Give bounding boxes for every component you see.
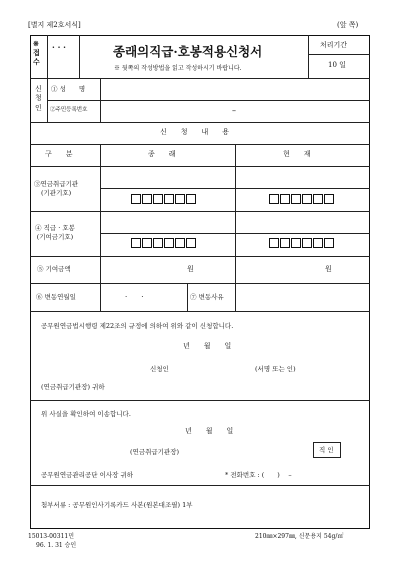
col-category: 구 분 [45,150,73,158]
change-date-label: ⑥ 변동연월일 [36,293,76,301]
confirmation-addressee: 공무원연금관리공단 이사장 귀하 [41,471,134,479]
receipt-label: ※ 접 수 [33,39,40,66]
agency-head-label: (연금취급기관장) [130,448,180,456]
declaration-text: 공무원연금법시행령 제22조의 규정에 의하여 위와 같이 신청합니다. [41,322,234,330]
agency-code-boxes-previous[interactable] [131,194,196,204]
contribution-label: ⑤ 기여금액 [37,265,71,273]
confirmation-text: 위 사실을 확인하여 이송합니다. [41,410,131,418]
processing-period-value: 10 일 [328,61,346,69]
approval-date: 96. 1. 31 승인 [36,542,77,549]
col-current: 현 재 [283,150,311,158]
rrn-label: ②주민등록번호 [50,107,88,113]
applicant-label: 신 청 인 [35,85,42,112]
grade-code-boxes-current[interactable] [269,238,334,248]
official-seal-label: 직 인 [319,446,334,454]
paper-spec: 210㎜×297㎜, 신문용지 54g/㎡ [255,533,344,540]
agency-label: ③연금취급기관 (기관기호) [34,180,79,198]
contribution-unit-previous: 원 [187,265,194,273]
change-date-value: · · [125,293,144,301]
form-code: 15013-00311민 [28,533,74,540]
grade-label: ④ 직급 · 호봉 (기여금기호) [35,224,75,242]
declaration-addressee: (연금취급기관장) 귀하 [41,383,105,391]
declaration-date: 년 월 일 [183,342,232,350]
confirmation-date: 년 월 일 [185,427,234,435]
content-section-title: 신 청 내 용 [160,128,230,136]
contribution-unit-current: 원 [325,265,332,273]
rrn-dash: – [232,106,236,115]
side-label: (앞 쪽) [337,21,359,29]
agency-code-boxes-current[interactable] [269,194,334,204]
grade-code-boxes-previous[interactable] [131,238,196,248]
form-number: [별지 제2호서식] [28,21,81,29]
form-title: 종래의직급·호봉적용신청서 [113,44,263,59]
name-label: ① 성 명 [51,85,86,93]
instruction-note: ※ 뒷쪽의 작성방법을 읽고 작성하시기 바랍니다. [114,65,242,72]
receipt-dots: · · · [52,42,66,52]
col-previous: 종 래 [148,150,176,158]
change-reason-label: ⑦ 변동사유 [190,293,224,301]
signature-note: (서명 또는 인) [255,365,296,373]
applicant-sign-label: 신청인 [150,365,169,373]
phone-number-label: * 전화번호 : ( ) – [225,471,292,479]
attachment-note: 첨부서류 : 공무원인사기록카드 사본(원본대조필) 1부 [41,501,193,509]
processing-period-label: 처리기간 [320,41,348,49]
